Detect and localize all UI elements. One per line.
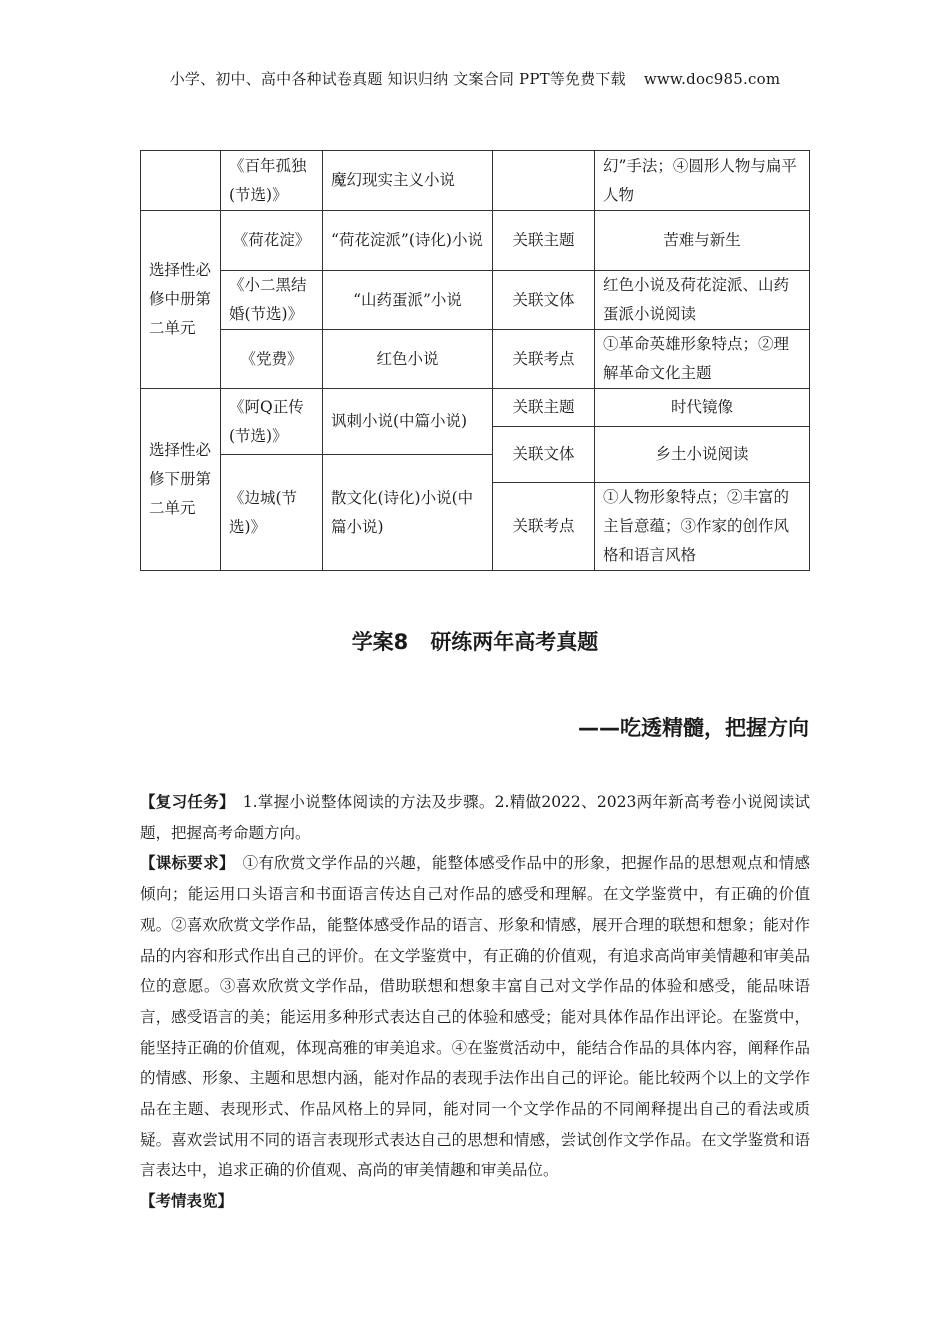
table-cell [141, 151, 221, 211]
header-left-text: 小学、初中、高中各种试卷真题 知识归纳 文案合同 PPT等免费下载 [169, 70, 626, 88]
genre-cell: “山药蛋派”小说 [323, 271, 493, 330]
desc-cell: 时代镜像 [595, 389, 810, 427]
table-row [141, 211, 810, 271]
work-cell: 《百年孤独(节选)》 [221, 151, 323, 211]
key-cell: 关联主题 [493, 389, 595, 427]
table-row [141, 330, 810, 389]
genre-cell: 讽刺小说(中篇小说) [323, 389, 493, 455]
review-task-label: 【复习任务】 [140, 793, 235, 811]
genre-cell: 散文化(诗化)小说(中篇小说) [323, 455, 493, 571]
lesson-body [140, 787, 810, 1217]
table-row [141, 271, 810, 330]
key-cell: 关联主题 [493, 211, 595, 271]
work-cell: 《阿Q正传(节选)》 [221, 389, 323, 455]
desc-cell: 苦难与新生 [595, 211, 810, 271]
curriculum-label: 【课标要求】 [140, 854, 235, 873]
lesson-title [0, 626, 950, 656]
unit-table [140, 150, 810, 571]
desc-cell: ①革命英雄形象特点；②理解革命文化主题 [595, 330, 810, 389]
work-cell: 《荷花淀》 [221, 211, 323, 271]
desc-cell: 乡土小说阅读 [595, 427, 810, 483]
lesson-subtitle: ——吃透精髓，把握方向 [578, 716, 809, 740]
genre-cell: “荷花淀派”(诗化)小说 [323, 211, 493, 271]
genre-cell: 魔幻现实主义小说 [323, 151, 493, 211]
curriculum-text: ①有欣赏文学作品的兴趣，能整体感受作品中的形象，把握作品的思想观点和情感倾向；能运用口头语言和书面语言传达自己对作品的感受和理解。在文学鉴赏中，有正确的价值观。②喜欢欣赏文学作品，能整体感受作品的语言、形象和情感，展开合理的联想和想象；能对作品的内容和形式作出自己的评价。在文学鉴赏中，有正确的价值观，有追求高尚审美情趣和审美品位的意愿。③喜欢欣赏文学作品，借助联想和想象丰富自己对文学作品的体验和感受，能品味语言，感受语言的美；能运用多种形式表达自己的体验和感受；能对具体作品作出评论。在鉴赏中，能坚持正确的价值观，体现高雅的审美追求。④在鉴赏活动中，能结合作品的具体内容，阐释作品的情感、形象、主题和思想内涵，能对作品的表现手法作出自己的评论。能比较两个以上的文学作品在主题、表现形式、作品风格上的异同，能对同一个文学作品的不同阐释提出自己的看法或质疑。喜欢尝试用不同的语言表现形式表达自己的思想和情感，尝试创作文学作品。在文学鉴赏和语言表达中，追求正确的价值观、高尚的审美情趣和审美品位。 [140, 854, 810, 1180]
exam-overview-label: 【考情表览】 [140, 1192, 234, 1211]
key-cell: 关联考点 [493, 330, 595, 389]
lesson-number: 学案8 [351, 630, 409, 654]
key-cell: 关联文体 [493, 427, 595, 483]
lesson-title-text: 研练两年高考真题 [430, 630, 599, 654]
desc-cell: 红色小说及荷花淀派、山药蛋派小说阅读 [595, 271, 810, 330]
curriculum-paragraph [140, 848, 810, 1186]
work-cell: 《党费》 [221, 330, 323, 389]
unit-name-cell: 选择性必修下册第二单元 [141, 389, 221, 571]
header-url: www.doc985.com [643, 70, 781, 88]
desc-cell: ①人物形象特点；②丰富的主旨意蕴；③作家的创作风格和语言风格 [595, 483, 810, 571]
work-cell: 《边城(节选)》 [221, 455, 323, 571]
page-header [0, 68, 950, 89]
table-row [141, 389, 810, 427]
exam-overview-paragraph [140, 1186, 810, 1217]
table-row [141, 151, 810, 211]
table-cell [493, 151, 595, 211]
desc-cell: 幻”手法；④圆形人物与扁平人物 [595, 151, 810, 211]
key-cell: 关联考点 [493, 483, 595, 571]
key-cell: 关联文体 [493, 271, 595, 330]
unit-name-cell: 选择性必修中册第二单元 [141, 211, 221, 389]
work-cell: 《小二黑结婚(节选)》 [221, 271, 323, 330]
review-task-paragraph [140, 787, 810, 848]
genre-cell: 红色小说 [323, 330, 493, 389]
review-task-text: 1.掌握小说整体阅读的方法及步骤。2.精做2022、2023两年新高考卷小说阅读试题，把握高考命题方向。 [140, 793, 810, 842]
